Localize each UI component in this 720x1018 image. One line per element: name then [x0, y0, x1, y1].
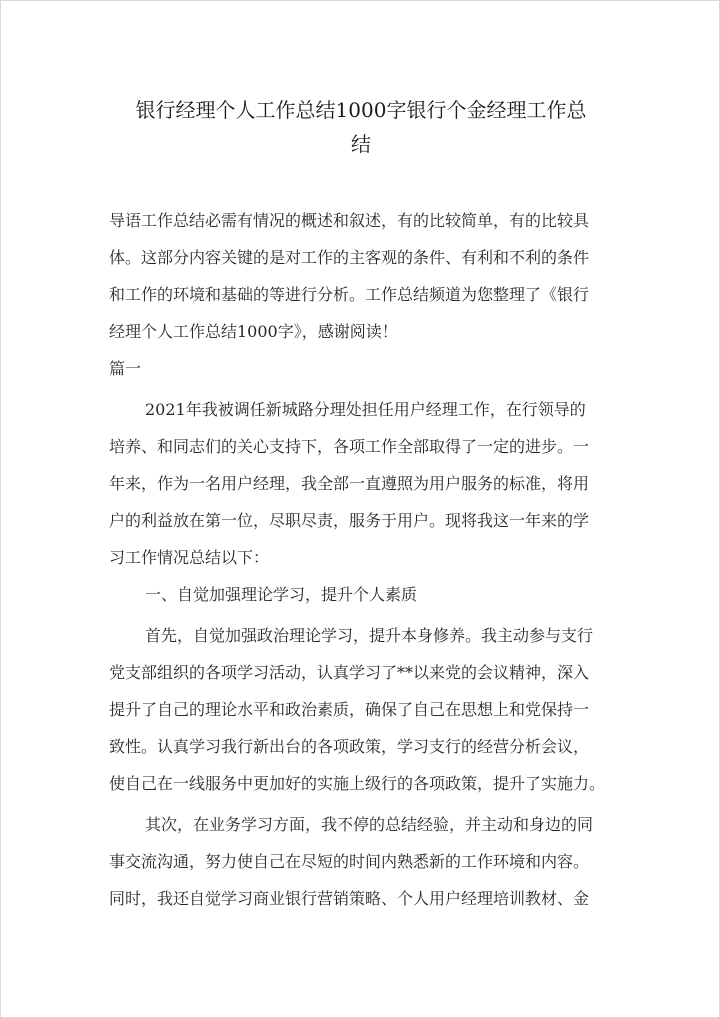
body-line: 党支部组织的各项学习活动，认真学习了**以来党的会议精神，深入 [109, 663, 590, 682]
title-line-2: 结 [351, 132, 371, 156]
body-line: 首先，自觉加强政治理论学习，提升本身修养。我主动参与支行 [145, 626, 594, 645]
section-heading: 篇一 [109, 359, 142, 378]
body-line: 年来，作为一名用户经理，我全部一直遵照为用户服务的标准，将用 [109, 474, 590, 493]
body-line: 和工作的环境和基础的等进行分析。工作总结频道为您整理了《银行 [109, 285, 590, 304]
body-line: 提升了自己的理论水平和政治素质，确保了自己在思想上和党保持一 [109, 700, 590, 719]
body-line: 2021年我被调任新城路分理处担任用户经理工作，在行领导的 [145, 400, 586, 419]
body-line: 培养、和同志们的关心支持下，各项工作全部取得了一定的进步。一 [109, 437, 590, 456]
title-line-1: 银行经理个人工作总结1000字银行个金经理工作总 [135, 98, 587, 122]
body-line: 使自己在一线服务中更加好的实施上级行的各项政策，提升了实施力。 [109, 774, 606, 793]
body-line: 体。这部分内容关键的是对工作的主客观的条件、有利和不利的条件 [109, 248, 590, 267]
body-line: 其次，在业务学习方面，我不停的总结经验，并主动和身边的同 [145, 815, 594, 834]
body-line: 导语工作总结必需有情况的概述和叙述，有的比较简单，有的比较具 [109, 211, 590, 230]
body-line: 经理个人工作总结1000字》，感谢阅读！ [109, 322, 398, 341]
body-line: 习工作情况总结以下： [109, 548, 270, 567]
body-line: 户的利益放在第一位，尽职尽责，服务于用户。现将我这一年来的学 [109, 511, 590, 530]
body-line: 同时，我还自觉学习商业银行营销策略、个人用户经理培训教材、金 [109, 889, 590, 908]
body-line: 事交流沟通，努力使自己在尽短的时间内熟悉新的工作环境和内容。 [109, 852, 590, 871]
subheading: 一、自觉加强理论学习，提升个人素质 [145, 585, 418, 604]
body-line: 致性。认真学习我行新出台的各项政策，学习支行的经营分析会议， [109, 737, 590, 756]
document-title [1, 93, 720, 161]
